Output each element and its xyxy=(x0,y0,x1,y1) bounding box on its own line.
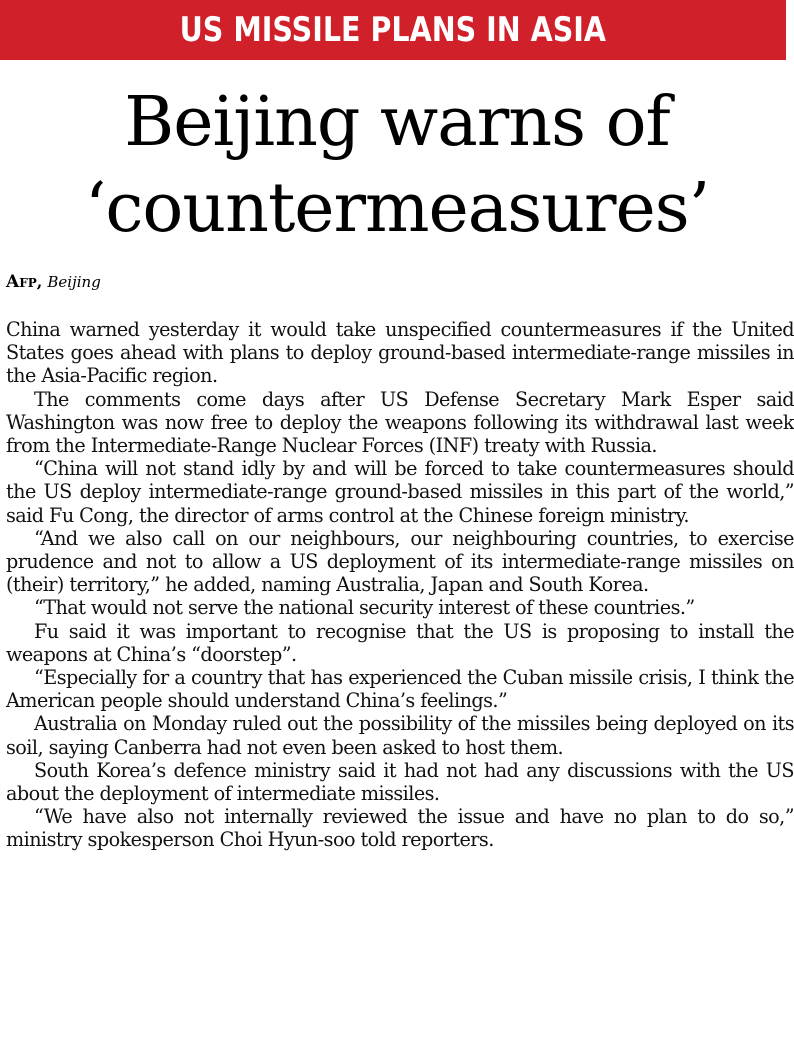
byline-agency: Afp xyxy=(6,272,37,292)
article-paragraph: China warned yesterday it would take unspecified countermeasures if the United States goes ahead with plans to deploy ground-based intermediate-range missiles in the Asia-Pacific region. xyxy=(6,318,794,388)
headline xyxy=(0,80,794,252)
article-paragraph: South Korea’s defence ministry said it had not had any discussions with the US about the deployment of intermediate missiles. xyxy=(6,758,794,806)
article-paragraph: “Especially for a country that has experienced the Cuban missile crisis, I think the American people should understand China’s feelings.” xyxy=(6,666,794,713)
headline-line-1: Beijing warns of xyxy=(124,83,670,162)
headline-line-2: ‘countermeasures’ xyxy=(84,169,710,248)
article-paragraph: “That would not serve the national security interest of these countries.” xyxy=(34,596,695,620)
article-paragraph: “We have also not internally reviewed the issue and have no plan to do so,” ministry spokesperson Choi Hyun-soo told reporters. xyxy=(6,805,794,852)
article-paragraph: Fu said it was important to recognise that the US is proposing to install the weapons at China’s “doorstep”. xyxy=(6,619,794,666)
article-paragraph: “China will not stand idly by and will be forced to take countermeasures should the US deploy intermediate-range ground-based missiles in this part of the world,” said Fu Cong, the director of arms control at the Chinese foreign ministry. xyxy=(6,457,794,527)
article-paragraph: The comments come days after US Defense Secretary Mark Esper said Washington was now free to deploy the weapons following its withdrawal last week from the Intermediate-Range Nuclear Forces (INF) treaty with Russia. xyxy=(6,387,794,458)
byline xyxy=(6,272,101,292)
article-body xyxy=(6,318,794,852)
byline-separator: , xyxy=(36,272,43,291)
article-paragraph: Australia on Monday ruled out the possibility of the missiles being deployed on its soil, saying Canberra had not even been asked to host them. xyxy=(6,712,794,759)
section-banner-label: US MISSILE PLANS IN ASIA xyxy=(179,10,607,50)
section-banner xyxy=(0,0,786,60)
article-paragraph: “And we also call on our neighbours, our neighbouring countries, to exercise prudence and not to allow a US deployment of its intermediate-range missiles on (their) territory,” he added, naming Australia, Japan and South Korea. xyxy=(6,526,794,597)
byline-place: Beijing xyxy=(47,273,101,291)
